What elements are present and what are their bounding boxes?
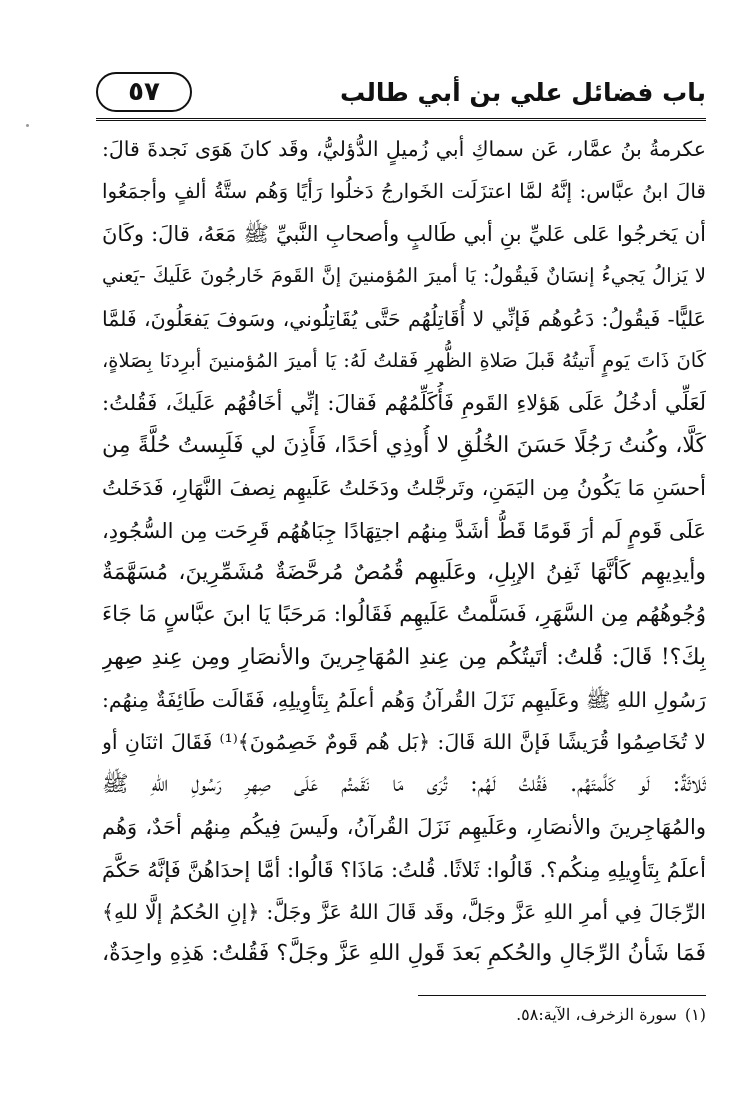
text-line: أن يَخرجُوا عَلى عَليِّ بنِ أبي طَالبٍ وأصحابِ النَّبيِّ ﷺ مَعَهُ، قالَ: وكَانَ — [102, 221, 706, 246]
chapter-title: باب فضائل علي بن أبي طالب — [339, 78, 706, 107]
text-line: عَلَى قَومٍ لَم أرَ قَومًا قَطُّ أشَدَّ مِنهُم اجتِهَادًا جِبَاهُهُم قَرِحَت مِن السُّجُودِ، — [102, 518, 706, 543]
text-line: ثَلاثَةٌ: لَو كَلَّمتَهُم. فَقُلتُ لَهُم: تُرَى مَا نَقَمتُم عَلَى صِهرِ رَسُولِ اللهِ ﷺ — [102, 771, 706, 797]
text-line: فَمَا شَأنُ الرِّجَالِ والحُكمِ بَعدَ قَولِ اللهِ عَزَّ وجَلَّ؟ فَقُلتُ: هَذِهِ واحِدَةٌ، — [102, 941, 706, 967]
text-line: وُجُوهُهُم مِن السَّهَرِ، فَسَلَّمتُ عَلَيهِم فَقَالُوا: مَرحَبًا يَا ابنَ عبَّاسٍ مَا جَاءَ — [102, 602, 706, 628]
footnote-divider — [418, 995, 706, 996]
header-divider — [96, 118, 706, 121]
text-line: قالَ ابنُ عبَّاس: إنَّهُ لمَّا اعتزَلَت الخَوارجُ دَخلُوا رَأيًا وَهُم ستَّةُ ألفٍ وأجمَعُوا — [102, 179, 706, 204]
text-line: لا تُخَاصِمُوا قُرَيشًا فَإنَّ اللهَ قَالَ: ﴿بَل هُم قَومٌ خَصِمُونَ﴾⁽¹⁾ فَقَالَ اثنَانِ أو — [102, 730, 706, 755]
text-line: كَلَّا، وكُنتُ رَجُلًا حَسَنَ الخُلُقِ لا أُوذِي أحَدًا، فَأَذِنَ لي فَلَبِستُ حُلَّةً مِن — [102, 432, 706, 458]
text-line: لا يَزالُ يَجيءُ إنسَانٌ فَيقُولُ: يَا أميرَ المُؤمنينَ إنَّ القَومَ خَارجُونَ عَلَيكَ -يَعني — [102, 264, 706, 288]
text-line: الرِّجَالَ فِي أمرِ اللهِ عَزَّ وجَلَّ، وقَد قَالَ اللهُ عَزَّ وجَلَّ: ﴿إنِ الحُكمُ إلَّا للهِ﴾ — [102, 900, 706, 925]
page-number: ٥٧ — [128, 77, 160, 107]
footnote-text: سورة الزخرف، الآية:٥٨. — [516, 1005, 677, 1024]
footnote — [516, 1002, 706, 1028]
text-line: وأيدِيهِم كَأنَّهَا ثَفِنُ الإبِلِ، وعَلَيهِم قُمُصٌ مُرحَّضَةٌ مُشَمِّرِينَ، مُسَهَّمَةٌ — [102, 559, 706, 585]
text-line: لَعَلِّي أدخُلُ عَلَى هَؤلاءِ القَومِ فَأُكَلِّمُهُم فَقالَ: إنِّي أخَافُهُم عَلَيكَ، فَقُلتُ: — [102, 391, 706, 416]
page-number-frame — [96, 72, 192, 112]
margin-speck — [26, 124, 29, 127]
footnote-marker: (١) — [684, 1005, 706, 1024]
text-line: بِكَ؟! قَالَ: قُلتُ: أتَيتُكُم مِن عِندِ المُهَاجِرينَ والأنصَارِ ومِن عِندِ صِهرِ — [102, 644, 706, 670]
page-header — [96, 72, 706, 116]
text-line: كَانَ ذَاتَ يَومٍ أَتيتُهُ قَبلَ صَلاةِ الظُّهرِ فَقلتُ لَهُ: يَا أميرَ المُؤمنينَ أبرِدنَا بِصَلاةٍ، — [102, 348, 706, 372]
text-line: أحسَنِ مَا يَكُونُ مِن اليَمَنِ، وتَرجَّلتُ ودَخَلتُ عَلَيهِم نِصفَ النَّهَارِ، فَدَخَلتُ — [102, 476, 706, 501]
text-line: عَليًّا- فَيقُولُ: دَعُوهُم فَإنِّي لا أُقَاتِلُهُم حَتَّى يُقَاتِلُوني، وسَوفَ يَفعَلُونَ، فَلمَّا — [102, 306, 706, 331]
text-line: رَسُولِ اللهِ ﷺ وعَلَيهِم نَزَلَ القُرآنُ وَهُم أعلَمُ بِتَأوِيلِهِ، فَقَالَت طَائِفَةٌ مِنهُم: — [102, 688, 706, 713]
text-line: والمُهَاجِرينَ والأنصَارِ، وعَلَيهِم نَزَلَ القُرآنُ، ولَيسَ فِيكُم مِنهُم أحَدٌ، وَهُم — [102, 815, 706, 840]
text-line: عكرمةُ بنُ عمَّار، عَن سماكِ أبي زُميلٍ الدُّؤليُّ، وقَد كانَ هَوَى نَجدةَ قالَ: — [102, 137, 706, 161]
main-text — [102, 128, 706, 976]
text-line: أعلَمُ بِتَأوِيلِهِ مِنكُم؟. قَالُوا: ثَلاثًا. قُلتُ: مَاذَا؟ قَالُوا: أمَّا إحدَاهُنَّ فَإنَّهُ حَكَّمَ — [102, 857, 706, 882]
